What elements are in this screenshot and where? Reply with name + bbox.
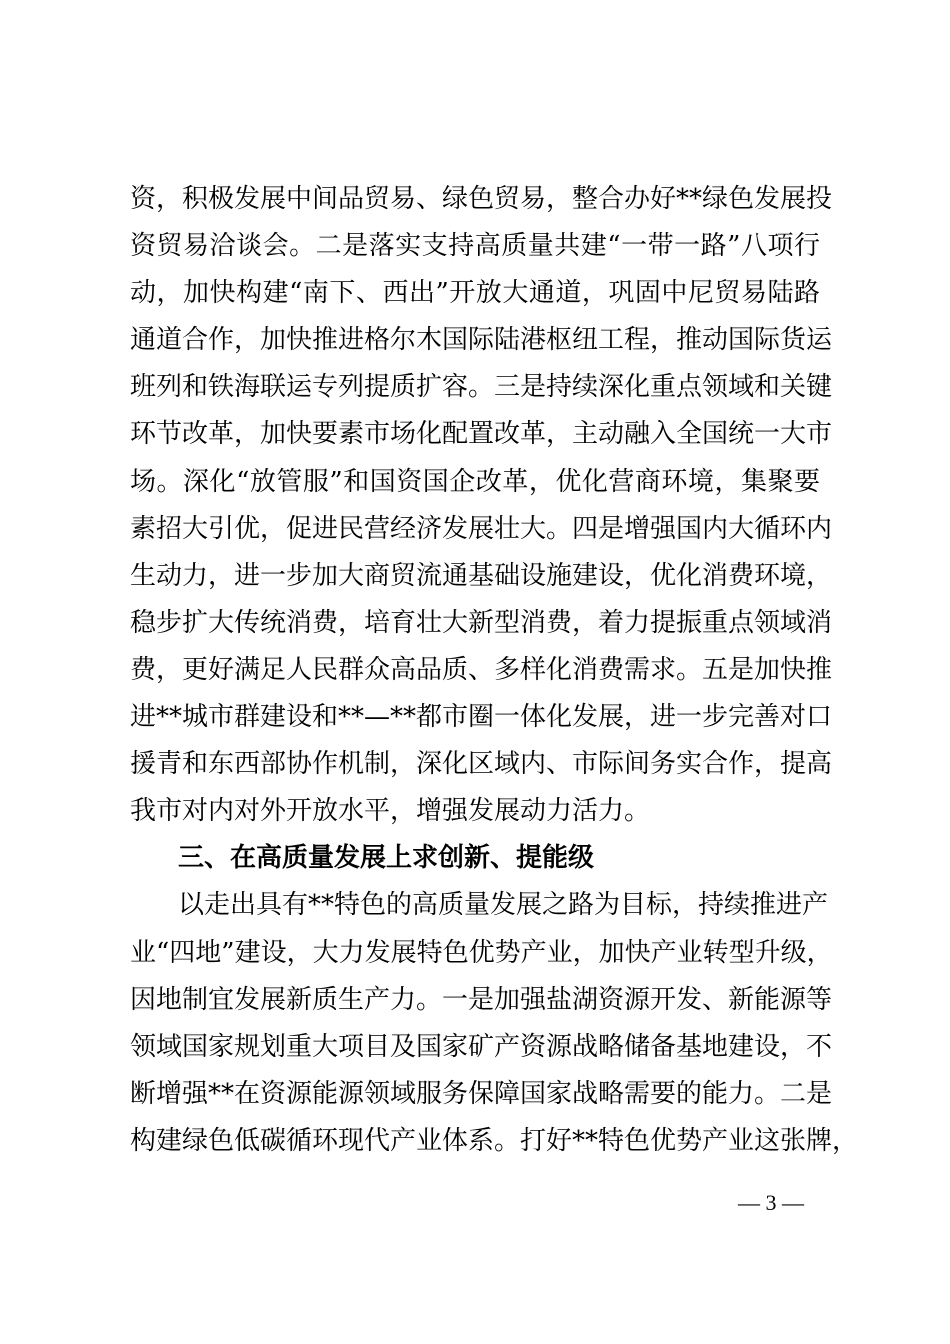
paragraph-1-line: 动，加快构建“南下、西出”开放大通道，巩固中尼贸易陆路 <box>130 278 820 309</box>
body-text <box>130 176 859 1165</box>
paragraph-2-line: 业“四地”建设，大力发展特色优势产业，加快产业转型升级， <box>130 937 833 968</box>
page-number: — 3 — <box>738 1190 804 1215</box>
paragraph-1-line: 我市对内对外开放水平，增强发展动力活力。 <box>130 796 651 827</box>
paragraph-2-line: 因地制宜发展新质生产力。一是加强盐湖资源开发、新能源等 <box>130 984 833 1015</box>
paragraph-1-line: 进**城市群建设和**—**都市圈一体化发展，进一步完善对口 <box>130 702 833 733</box>
paragraph-1-line: 班列和铁海联运专列提质扩容。三是持续深化重点领域和关键 <box>130 372 833 403</box>
paragraph-1-line: 通道合作，加快推进格尔木国际陆港枢纽工程，推动国际货运 <box>130 325 833 356</box>
section-heading: 三、在高质量发展上求创新、提能级 <box>178 843 595 874</box>
paragraph-1-line: 生动力，进一步加大商贸流通基础设施建设，优化消费环境， <box>130 560 833 591</box>
paragraph-1-line: 环节改革，加快要素市场化配置改革，主动融入全国统一大市 <box>130 419 833 450</box>
paragraph-1-line: 场。深化“放管服”和国资国企改革，优化营商环境，集聚要 <box>130 466 820 497</box>
paragraph-1-line: 稳步扩大传统消费，培育壮大新型消费，着力提振重点领域消 <box>130 607 833 638</box>
paragraph-1-line: 素招大引优，促进民营经济发展壮大。四是增强国内大循环内 <box>130 513 833 544</box>
paragraph-2-line: 以走出具有**特色的高质量发展之路为目标，持续推进产 <box>178 890 829 921</box>
paragraph-2-line: 领域国家规划重大项目及国家矿产资源战略储备基地建设，不 <box>130 1031 833 1062</box>
paragraph-1-line: 资贸易洽谈会。二是落实支持高质量共建“一带一路”八项行 <box>130 231 820 262</box>
paragraph-2-line: 断增强**在资源能源领域服务保障国家战略需要的能力。二是 <box>130 1078 833 1109</box>
paragraph-1-line: 援青和东西部协作机制，深化区域内、市际间务实合作，提高 <box>130 749 833 780</box>
paragraph-2-line: 构建绿色低碳循环现代产业体系。打好**特色优势产业这张牌， <box>130 1125 859 1156</box>
paragraph-1-line: 资，积极发展中间品贸易、绿色贸易，整合办好**绿色发展投 <box>130 184 833 214</box>
paragraph-1-line: 费，更好满足人民群众高品质、多样化消费需求。五是加快推 <box>130 654 833 685</box>
